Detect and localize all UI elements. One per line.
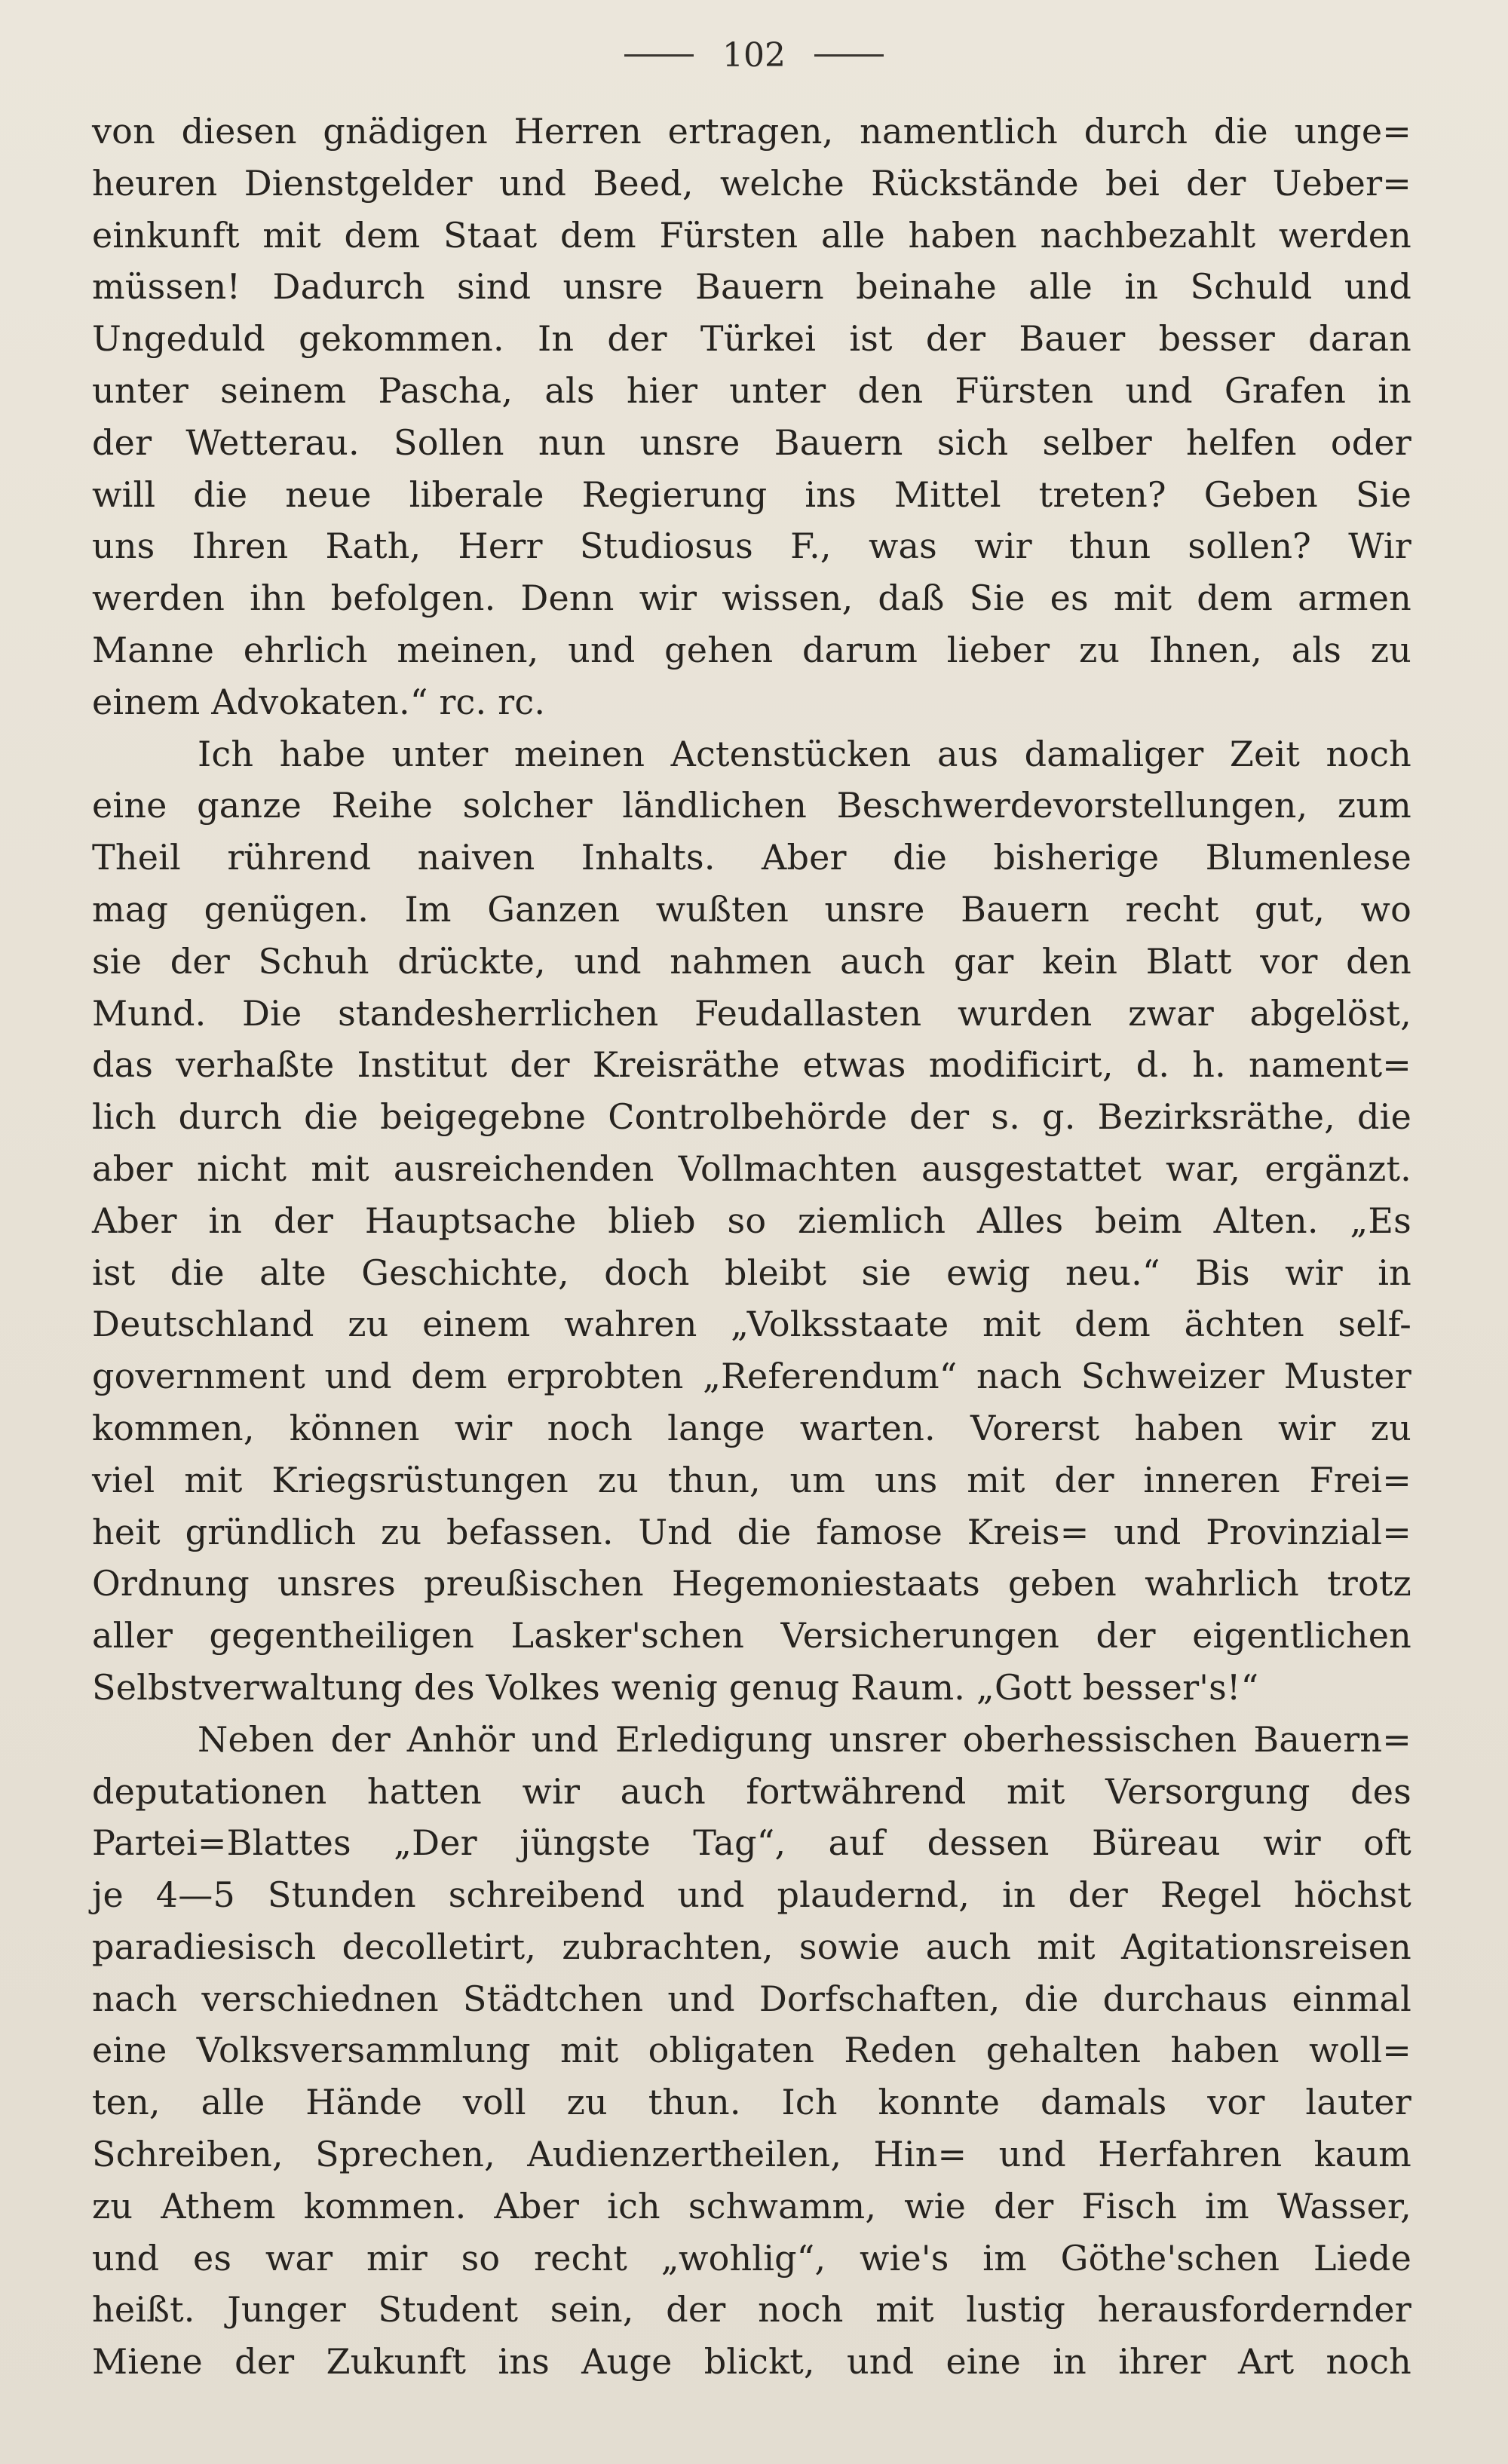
text-line: Ungeduld gekommen. In der Türkei ist der Bauer besser daran <box>92 318 1411 360</box>
text-line: Aber in der Hauptsache blieb so ziemlich Alles beim Alten. „Es <box>92 1200 1411 1241</box>
text-line: deputationen hatten wir auch fortwährend mit Versorgung des <box>92 1770 1411 1812</box>
text-line: Neben der Anhör und Erledigung unsrer oberhessischen Bauern= <box>198 1718 1411 1760</box>
text-line: heißt. Junger Student sein, der noch mit lustig herausfordernder <box>92 2289 1411 2331</box>
text-line: paradiesisch decolletirt, zubrachten, sowie auch mit Agitationsreisen <box>92 1926 1411 1967</box>
text-line: Schreiben, Sprechen, Audienzertheilen, Hin= und Herfahren kaum <box>92 2134 1411 2175</box>
text-line: Selbstverwaltung des Volkes wenig genug Raum. „Gott besser's!“ <box>92 1666 1259 1708</box>
text-line: unter seinem Pascha, als hier unter den Fürsten und Grafen in <box>92 369 1411 411</box>
header-dash-right <box>814 54 884 57</box>
text-line: von diesen gnädigen Herren ertragen, namentlich durch die unge= <box>92 111 1411 152</box>
paragraph <box>92 106 1411 728</box>
text-line: der Wetterau. Sollen nun unsre Bauern sich selber helfen oder <box>92 421 1411 463</box>
paragraph <box>92 728 1411 1714</box>
paragraph <box>92 1714 1411 2388</box>
text-line: will die neue liberale Regierung ins Mittel treten? Geben Sie <box>92 473 1411 515</box>
text-line: kommen, können wir noch lange warten. Vorerst haben wir zu <box>92 1407 1411 1448</box>
text-line: werden ihn befolgen. Denn wir wissen, daß Sie es mit dem armen <box>92 578 1411 619</box>
text-line: viel mit Kriegsrüstungen zu thun, um uns mit der inneren Frei= <box>92 1459 1411 1500</box>
text-line: Partei=Blattes „Der jüngste Tag“, auf dessen Büreau wir oft <box>92 1822 1411 1864</box>
text-line: je 4—5 Stunden schreibend und plaudernd, in der Regel höchst <box>92 1874 1411 1916</box>
text-line: Mund. Die standesherrlichen Feudallasten wurden zwar abgelöst, <box>92 992 1411 1034</box>
text-line: Manne ehrlich meinen, und gehen darum lieber zu Ihnen, als zu <box>92 629 1411 670</box>
text-line: lich durch die beigegebne Controlbehörde der s. g. Bezirksräthe, die <box>92 1096 1411 1138</box>
text-line: Ordnung unsres preußischen Hegemoniestaats geben wahrlich trotz <box>92 1563 1411 1604</box>
text-line: heit gründlich zu befassen. Und die famose Kreis= und Provinzial= <box>92 1511 1411 1552</box>
header-dash-left <box>624 54 694 57</box>
text-line: sie der Schuh drückte, und nahmen auch gar kein Blatt vor den <box>92 940 1411 982</box>
text-line: heuren Dienstgelder und Beed, welche Rückstände bei der Ueber= <box>92 162 1411 204</box>
text-line: eine ganze Reihe solcher ländlichen Beschwerdevorstellungen, zum <box>92 785 1411 826</box>
text-line: müssen! Dadurch sind unsre Bauern beinahe alle in Schuld und <box>92 266 1411 308</box>
text-line: Deutschland zu einem wahren „Volksstaate mit dem ächten self- <box>92 1304 1411 1345</box>
text-line: Theil rührend naiven Inhalts. Aber die bisherige Blumenlese <box>92 837 1411 878</box>
text-line: zu Athem kommen. Aber ich schwamm, wie der Fisch im Wasser, <box>92 2185 1411 2226</box>
page-header <box>0 29 1508 81</box>
text-line: ist die alte Geschichte, doch bleibt sie ewig neu.“ Bis wir in <box>92 1252 1411 1293</box>
text-line: Ich habe unter meinen Actenstücken aus damaliger Zeit noch <box>198 733 1411 774</box>
text-line: mag genügen. Im Ganzen wußten unsre Bauern recht gut, wo <box>92 888 1411 930</box>
text-line: aller gegentheiligen Lasker'schen Versicherungen der eigentlichen <box>92 1615 1411 1656</box>
text-line: government und dem erprobten „Referendum“ nach Schweizer Muster <box>92 1356 1411 1397</box>
text-line: und es war mir so recht „wohlig“, wie's im Göthe'schen Liede <box>92 2237 1411 2279</box>
text-line: aber nicht mit ausreichenden Vollmachten ausgestattet war, ergänzt. <box>92 1148 1411 1189</box>
text-line: Miene der Zukunft ins Auge blickt, und eine in ihrer Art noch <box>92 2341 1411 2383</box>
text-line: nach verschiednen Städtchen und Dorfschaften, die durchaus einmal <box>92 1978 1411 2019</box>
text-line: einkunft mit dem Staat dem Fürsten alle haben nachbezahlt werden <box>92 214 1411 256</box>
text-line: eine Volksversammlung mit obligaten Reden gehalten haben woll= <box>92 2030 1411 2071</box>
text-line: einem Advokaten.“ rc. rc. <box>92 681 546 722</box>
text-line: das verhaßte Institut der Kreisräthe etwas modificirt, d. h. nament= <box>92 1044 1411 1086</box>
text-line: ten, alle Hände voll zu thun. Ich konnte damals vor lauter <box>92 2082 1411 2123</box>
page-number: 102 <box>722 35 786 75</box>
text-line: uns Ihren Rath, Herr Studiosus F., was wir thun sollen? Wir <box>92 526 1411 567</box>
body-text <box>92 106 1411 2388</box>
